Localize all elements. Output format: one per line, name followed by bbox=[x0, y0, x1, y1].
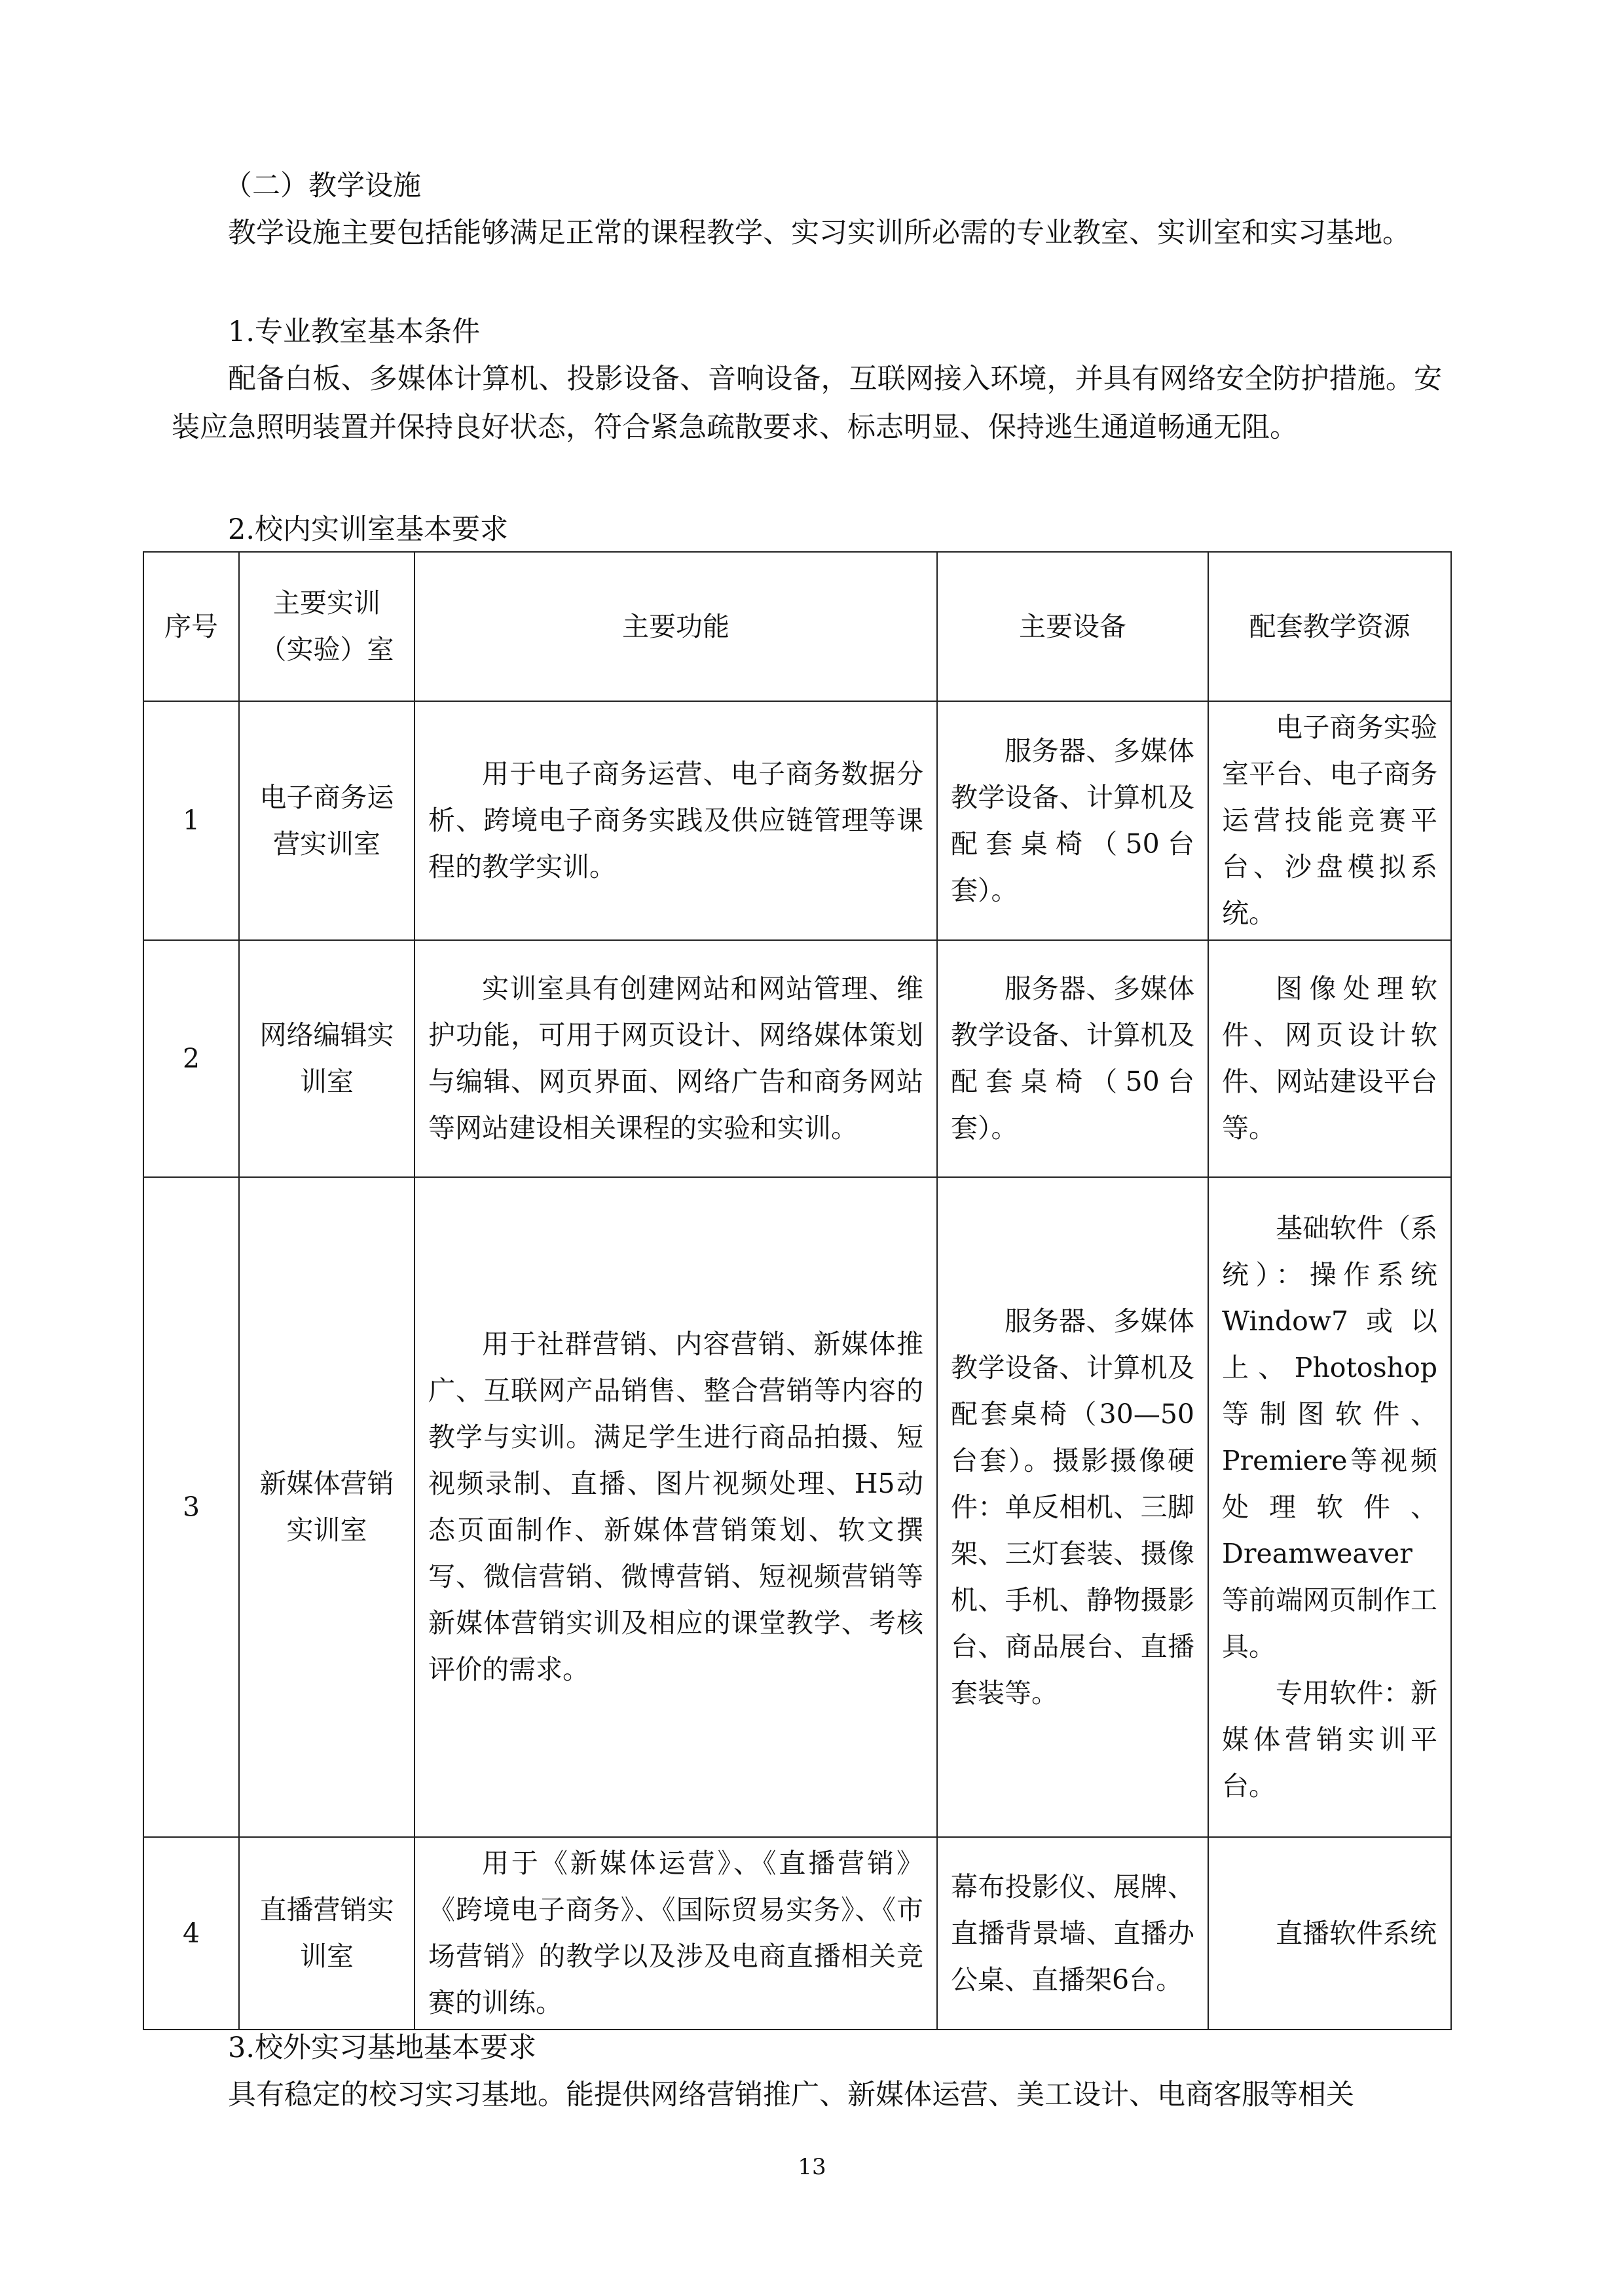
page-number: 13 bbox=[798, 2154, 826, 2180]
training-room-table bbox=[143, 551, 1452, 2030]
row-number: 4 bbox=[143, 1837, 239, 2030]
section-title: （二）教学设施 bbox=[224, 170, 421, 202]
row-number: 2 bbox=[143, 940, 239, 1177]
room-resources bbox=[1208, 1177, 1451, 1837]
room-resources: 图像处理软件、网页设计软件、网站建设平台等。 bbox=[1208, 940, 1451, 1177]
classroom-title: 1.专业教室基本条件 bbox=[228, 316, 481, 348]
training-rooms-title: 2.校内实训室基本要求 bbox=[228, 513, 509, 546]
row-number: 3 bbox=[143, 1177, 239, 1837]
resources-basic: 基础软件（系统）：操作系统Window7或以上、Photoshop等制图软件、Premiere等视频处理软件、Dreamweaver等前端网页制作工具。 bbox=[1222, 1212, 1437, 1662]
section-intro: 教学设施主要包括能够满足正常的课程教学、实习实训所必需的专业教室、实训室和实习基地。 bbox=[228, 217, 1411, 249]
room-name: 新媒体营销实训室 bbox=[239, 1177, 415, 1837]
table-header-row bbox=[143, 552, 1451, 701]
room-function: 用于《新媒体运营》、《直播营销》《跨境电子商务》、《国际贸易实务》、《市场营销》的教学以及涉及电商直播相关竞赛的训练。 bbox=[415, 1837, 937, 2030]
room-resources: 电子商务实验室平台、电子商务运营技能竞赛平台、沙盘模拟系统。 bbox=[1208, 701, 1451, 940]
header-resources: 配套教学资源 bbox=[1208, 552, 1451, 701]
room-name: 电子商务运营实训室 bbox=[239, 701, 415, 940]
room-equipment: 服务器、多媒体教学设备、计算机及配套桌椅（30—50台套）。摄影摄像硬件：单反相机、三脚架、三灯套装、摄像机、手机、静物摄影台、商品展台、直播套装等。 bbox=[937, 1177, 1208, 1837]
room-equipment: 服务器、多媒体教学设备、计算机及配套桌椅（50台套）。 bbox=[937, 701, 1208, 940]
classroom-text: 配备白板、多媒体计算机、投影设备、音响设备，互联网接入环境，并具有网络安全防护措施。安装应急照明装置并保持良好状态，符合紧急疏散要求、标志明显、保持逃生通道畅通无阻。 bbox=[172, 363, 1442, 444]
table-row bbox=[143, 940, 1451, 1177]
external-base-title: 3.校外实习基地基本要求 bbox=[228, 2032, 537, 2064]
header-equipment: 主要设备 bbox=[937, 552, 1208, 701]
room-name: 直播营销实训室 bbox=[239, 1837, 415, 2030]
external-base-text: 具有稳定的校习实习基地。能提供网络营销推广、新媒体运营、美工设计、电商客服等相关 bbox=[228, 2079, 1354, 2111]
room-name: 网络编辑实训室 bbox=[239, 940, 415, 1177]
resources-special: 专用软件：新媒体营销实训平台。 bbox=[1222, 1677, 1437, 1802]
room-function: 用于电子商务运营、电子商务数据分析、跨境电子商务实践及供应链管理等课程的教学实训。 bbox=[415, 701, 937, 940]
table-row bbox=[143, 1177, 1451, 1837]
room-equipment: 服务器、多媒体教学设备、计算机及配套桌椅（50台套）。 bbox=[937, 940, 1208, 1177]
table-row bbox=[143, 701, 1451, 940]
header-function: 主要功能 bbox=[415, 552, 937, 701]
room-resources: 直播软件系统 bbox=[1208, 1837, 1451, 2030]
table-row bbox=[143, 1837, 1451, 2030]
room-equipment: 幕布投影仪、展牌、直播背景墙、直播办公桌、直播架6台。 bbox=[937, 1837, 1208, 2030]
room-function: 实训室具有创建网站和网站管理、维护功能，可用于网页设计、网络媒体策划与编辑、网页界面、网络广告和商务网站等网站建设相关课程的实验和实训。 bbox=[415, 940, 937, 1177]
header-no: 序号 bbox=[143, 552, 239, 701]
row-number: 1 bbox=[143, 701, 239, 940]
header-room: 主要实训（实验）室 bbox=[239, 552, 415, 701]
room-function: 用于社群营销、内容营销、新媒体推广、互联网产品销售、整合营销等内容的教学与实训。满足学生进行商品拍摄、短视频录制、直播、图片视频处理、H5动态页面制作、新媒体营销策划、软文撰写、微信营销、微博营销、短视频营销等新媒体营销实训及相应的课堂教学、考核评价的需求。 bbox=[415, 1177, 937, 1837]
